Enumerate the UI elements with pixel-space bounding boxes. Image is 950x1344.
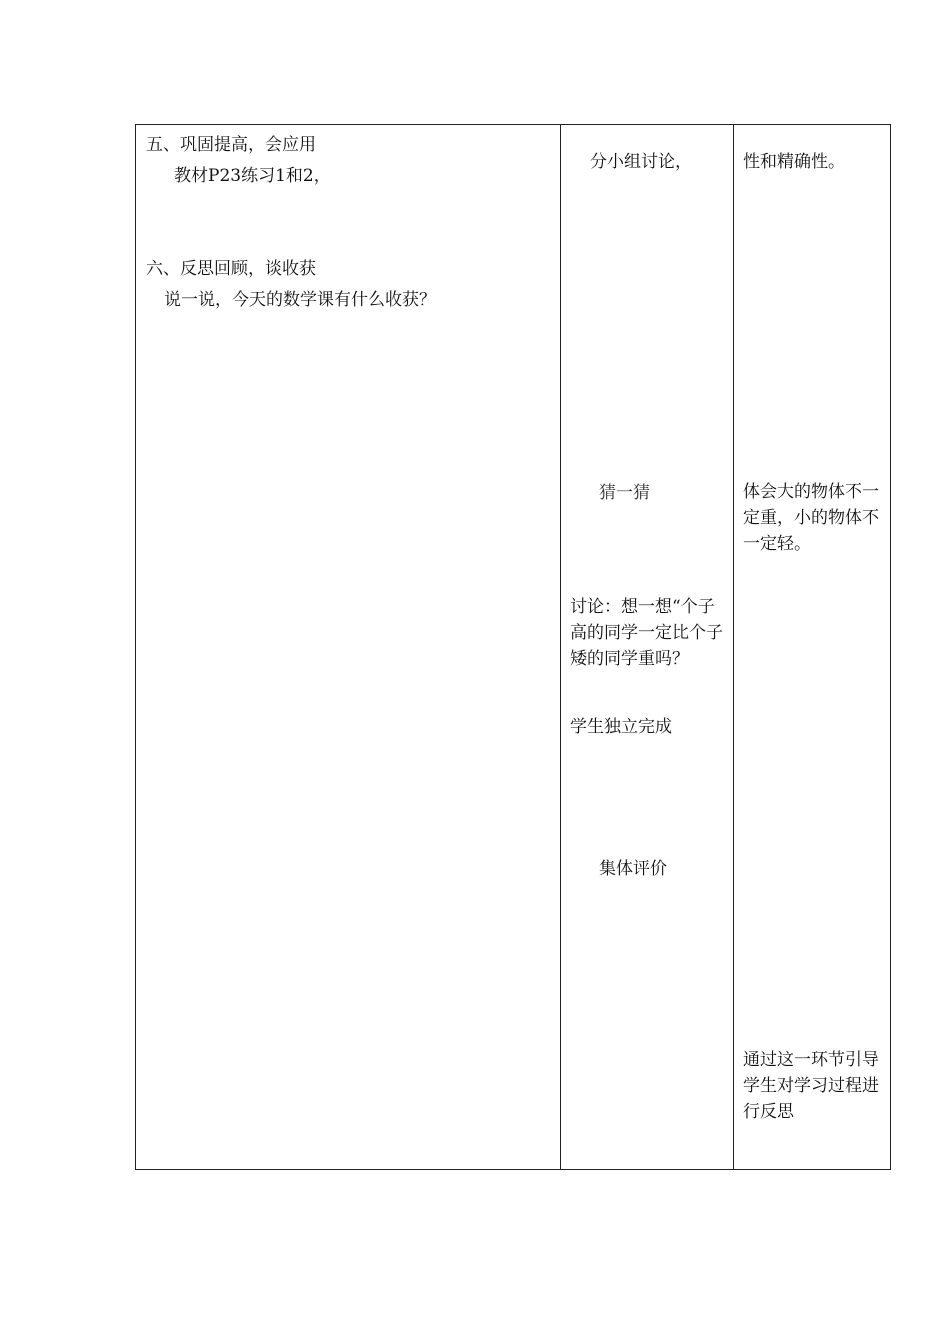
group-discussion-text: 分小组讨论， — [590, 152, 692, 172]
design-intent-column — [733, 125, 891, 1169]
section5-text: 教材P23练习1和2， — [174, 166, 331, 186]
guess-text: 猜一猜 — [599, 483, 650, 503]
accuracy-note: 性和精确性。 — [743, 152, 845, 172]
teaching-content-column — [136, 125, 560, 1169]
collective-evaluation-text: 集体评价 — [599, 859, 667, 879]
lesson-plan-table — [135, 124, 891, 1170]
weight-note: 体会大的物体不一定重，小的物体不一定轻。 — [743, 482, 879, 554]
reflection-note: 通过这一环节引导学生对学习过程进行反思 — [743, 1050, 879, 1122]
section5-heading: 五、巩固提高，会应用 — [146, 135, 316, 155]
section6-text: 说一说，今天的数学课有什么收获？ — [164, 290, 436, 310]
section6-heading: 六、反思回顾，谈收获 — [146, 259, 316, 279]
discussion-question-text: 讨论：想一想“个子高的同学一定比个子矮的同学重吗？ — [570, 597, 723, 669]
student-activity-column — [560, 125, 734, 1169]
independent-work-text: 学生独立完成 — [570, 717, 672, 737]
